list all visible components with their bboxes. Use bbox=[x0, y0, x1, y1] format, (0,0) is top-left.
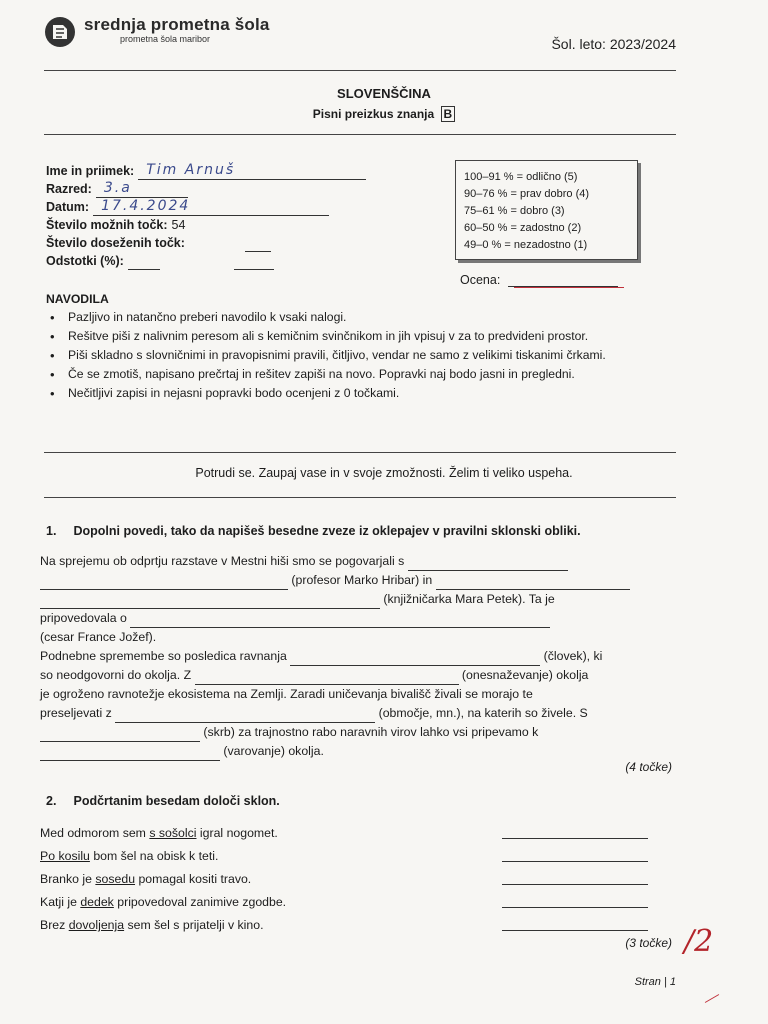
grade-label: Ocena: bbox=[460, 273, 501, 287]
name-value: Tim Arnuš bbox=[146, 162, 236, 178]
motto: Potrudi se. Zaupaj vase in v svoje zmožnosti. Želim ti veliko uspeha. bbox=[195, 466, 573, 480]
page-number: Stran | 1 bbox=[634, 976, 676, 988]
grading-scale-box bbox=[455, 160, 638, 260]
task1-hint-1: (profesor Marko Hribar) in bbox=[291, 573, 433, 587]
task1-line bbox=[40, 666, 680, 685]
instructions-list bbox=[46, 308, 686, 403]
sentence-text: Branko je bbox=[40, 872, 96, 886]
task1-line bbox=[40, 647, 680, 666]
divider bbox=[44, 497, 676, 498]
achieved-label: Število doseženih točk: bbox=[46, 236, 185, 250]
answer-blank[interactable] bbox=[436, 577, 630, 590]
task1-line bbox=[40, 590, 680, 609]
task1-text-8: preseljevati z bbox=[40, 706, 112, 720]
grade-scale-2: 60–50 % = zadostno (2) bbox=[464, 222, 582, 234]
exam-variant: B bbox=[441, 106, 456, 122]
answer-blank[interactable] bbox=[408, 558, 568, 571]
date-row bbox=[46, 198, 366, 216]
task1-text-3: pripovedovala o bbox=[40, 611, 127, 625]
sentence-text: igral nogomet. bbox=[196, 826, 278, 840]
instruction-item: • Piši skladno s slovničnimi in pravopisnimi pravili, čitljivo, vendar ne samo z velikimi tiskanimi črkami. bbox=[60, 346, 686, 365]
instruction-item: • Pazljivo in natančno preberi navodilo k vsaki nalogi. bbox=[60, 308, 686, 327]
instructions bbox=[46, 292, 686, 403]
school-year: Šol. leto: 2023/2024 bbox=[551, 36, 676, 52]
percent-label: Odstotki (%): bbox=[46, 254, 124, 268]
instructions-heading: NAVODILA bbox=[46, 292, 109, 306]
exam-title-text: Pisni preizkus znanja bbox=[312, 107, 435, 121]
task2-sentence bbox=[40, 822, 680, 845]
underlined-word: dovoljenja bbox=[68, 918, 125, 932]
task1-hint-2: (knjižničarka Mara Petek). Ta je bbox=[383, 592, 555, 606]
task1-points: (4 točke) bbox=[625, 760, 672, 774]
task1-line bbox=[40, 609, 680, 628]
answer-blank[interactable] bbox=[40, 729, 200, 742]
red-pen-stroke bbox=[705, 994, 719, 1003]
answer-blank[interactable] bbox=[290, 653, 540, 666]
case-answer-line[interactable] bbox=[502, 861, 648, 862]
case-answer-line[interactable] bbox=[502, 838, 648, 839]
underlined-word: dedek bbox=[80, 895, 114, 909]
school-logo bbox=[44, 16, 270, 48]
teacher-score-mark: /2 bbox=[684, 924, 714, 959]
instruction-item: • Rešitve piši z nalivnim peresom ali s kemičnim svinčnikom in jih vpisuj v za to predvideni prostor. bbox=[60, 327, 686, 346]
task1-line bbox=[40, 552, 680, 571]
percent-field[interactable] bbox=[128, 257, 160, 270]
answer-blank[interactable] bbox=[40, 748, 220, 761]
class-value: 3.a bbox=[103, 180, 132, 196]
name-row bbox=[46, 162, 366, 180]
task2-sentence bbox=[40, 845, 680, 868]
underlined-word: sosedu bbox=[95, 872, 136, 886]
grade-row bbox=[460, 273, 618, 287]
school-subname: prometna šola maribor bbox=[120, 34, 211, 44]
task1-heading bbox=[46, 524, 581, 538]
percent-field-2[interactable] bbox=[234, 257, 274, 270]
subject-title: SLOVENŠČINA bbox=[337, 86, 431, 101]
grade-scale-4: 90–76 % = prav dobro (4) bbox=[464, 188, 590, 200]
task1-prompt: Dopolni povedi, tako da napišeš besedne zveze iz oklepajev v pravilni sklonski obliki. bbox=[73, 524, 581, 538]
max-points-label: Število možnih točk: bbox=[46, 218, 168, 232]
task1-text-1: Na sprejemu ob odprtju razstave v Mestni hiši smo se pogovarjali s bbox=[40, 554, 405, 568]
answer-blank[interactable] bbox=[40, 577, 288, 590]
sentence-text: bom šel na obisk k teti. bbox=[89, 849, 219, 863]
task1-text bbox=[40, 552, 680, 761]
achieved-field[interactable] bbox=[245, 239, 271, 252]
school-name: srednja prometna šola bbox=[84, 15, 270, 34]
name-field[interactable] bbox=[138, 162, 366, 180]
task2-sentence bbox=[40, 914, 680, 937]
class-row bbox=[46, 180, 366, 198]
sentence-text: pomagal kositi travo. bbox=[135, 872, 252, 886]
task2-number: 2. bbox=[46, 794, 57, 808]
divider bbox=[44, 452, 676, 453]
task2-sentence bbox=[40, 868, 680, 891]
divider bbox=[44, 134, 676, 135]
task1-hint-4: (človek), ki bbox=[543, 649, 603, 663]
school-logo-icon bbox=[44, 16, 76, 48]
name-label: Ime in priimek: bbox=[46, 164, 135, 178]
task1-hint-3: (cesar France Jožef). bbox=[40, 630, 157, 644]
answer-blank[interactable] bbox=[115, 710, 375, 723]
task2-points: (3 točke) bbox=[625, 936, 672, 950]
task1-line bbox=[40, 571, 680, 590]
achieved-row bbox=[46, 234, 366, 252]
task1-hint-5: (onesnaževanje) okolja bbox=[461, 668, 589, 682]
answer-blank[interactable] bbox=[195, 672, 459, 685]
underlined-word: Po kosilu bbox=[40, 849, 90, 863]
class-field[interactable] bbox=[96, 180, 188, 198]
sentence-text: Katji je bbox=[40, 895, 81, 909]
task1-hint-6: (območje, mn.), na katerih so živele. S bbox=[378, 706, 588, 720]
task1-line bbox=[40, 704, 680, 723]
task2-sentences bbox=[40, 822, 680, 937]
max-points-value: 54 bbox=[171, 218, 186, 232]
date-field[interactable] bbox=[93, 198, 329, 216]
task1-line bbox=[40, 742, 680, 761]
task2-sentence bbox=[40, 891, 680, 914]
task1-hint-7: (skrb) za trajnostno rabo naravnih virov lahko vsi pripevamo k bbox=[203, 725, 539, 739]
task2-prompt: Podčrtanim besedam določi sklon. bbox=[73, 794, 280, 808]
underlined-word: s sošolci bbox=[149, 826, 197, 840]
student-info bbox=[46, 162, 366, 270]
case-answer-line[interactable] bbox=[502, 907, 648, 908]
sentence-text: Brez bbox=[40, 918, 69, 932]
task2-heading bbox=[46, 794, 280, 808]
max-points-row bbox=[46, 216, 366, 234]
task1-number: 1. bbox=[46, 524, 57, 538]
grade-scale-3: 75–61 % = dobro (3) bbox=[464, 205, 565, 217]
task1-text-7: je ogroženo ravnotežje ekosistema na Zemlji. Zaradi uničevanja bivališč živali se morajo te bbox=[40, 687, 533, 701]
sentence-text: pripovedoval zanimive zgodbe. bbox=[113, 895, 287, 909]
divider bbox=[44, 70, 676, 71]
answer-blank[interactable] bbox=[40, 596, 380, 609]
class-label: Razred: bbox=[46, 182, 92, 196]
date-value: 17.4.2024 bbox=[101, 198, 191, 214]
red-pen-stroke bbox=[514, 287, 624, 288]
sentence-text: sem šel s prijatelji v kino. bbox=[124, 918, 264, 932]
sentence-text: Med odmorom sem bbox=[40, 826, 150, 840]
percent-row bbox=[46, 252, 366, 270]
case-answer-line[interactable] bbox=[502, 930, 648, 931]
task1-text-6: so neodgovorni do okolja. Z bbox=[40, 668, 192, 682]
instruction-item: • Če se zmotiš, napisano prečrtaj in rešitev zapiši na novo. Popravki naj bodo jasni in pregledni. bbox=[60, 365, 686, 384]
answer-blank[interactable] bbox=[130, 615, 550, 628]
instruction-item: • Nečitljivi zapisi in nejasni popravki bodo ocenjeni z 0 točkami. bbox=[60, 384, 686, 403]
date-label: Datum: bbox=[46, 200, 90, 214]
exam-title bbox=[0, 106, 768, 122]
grade-scale-5: 100–91 % = odlično (5) bbox=[464, 171, 578, 183]
task1-text-5: Podnebne spremembe so posledica ravnanja bbox=[40, 649, 287, 663]
grade-field[interactable] bbox=[508, 274, 618, 287]
task1-hint-8: (varovanje) okolja. bbox=[223, 744, 324, 758]
case-answer-line[interactable] bbox=[502, 884, 648, 885]
task1-line bbox=[40, 723, 680, 742]
grade-scale-1: 49–0 % = nezadostno (1) bbox=[464, 239, 588, 251]
